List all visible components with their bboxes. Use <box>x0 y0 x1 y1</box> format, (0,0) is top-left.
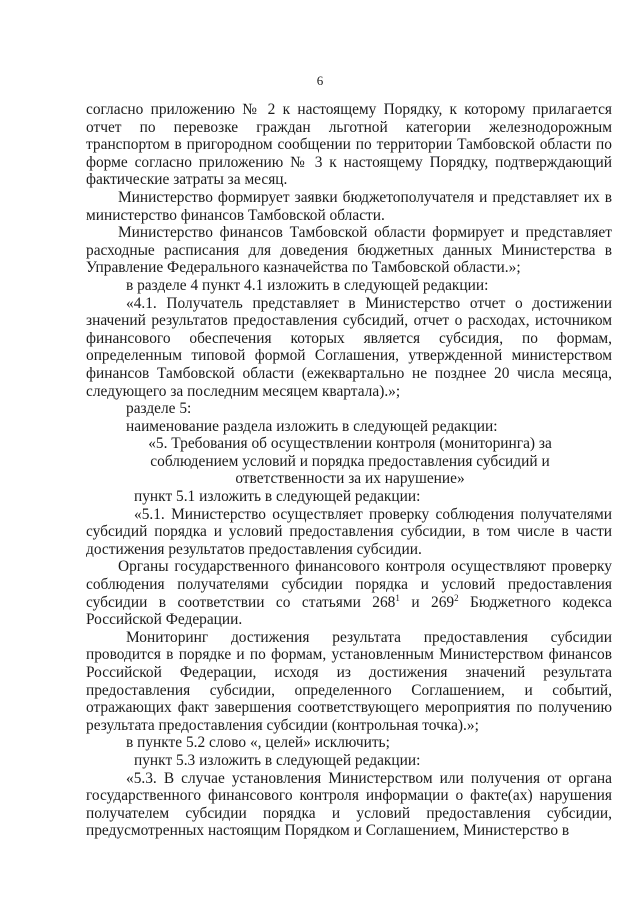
paragraph: в пункте 5.2 слово «, целей» исключить; <box>126 734 390 752</box>
paragraph: разделе 5: <box>126 400 192 418</box>
superscript: 2 <box>454 592 459 603</box>
superscript: 1 <box>395 592 400 603</box>
paragraph: Мониторинг достижения результата предоставления субсидии проводится в порядке и по формам, установленным Министерством финансов Российской Федерации, исходя из достижения значений результата предоставления субсидии, определенного Соглашением, и событий, отражающих факт завершения соответствующего мероприятия по получению результата предоставления субсидии (контрольная точка).»; <box>86 628 612 734</box>
paragraph: наименование раздела изложить в следующей редакции: <box>126 417 498 435</box>
paragraph: пункт 5.3 изложить в следующей редакции: <box>134 751 421 769</box>
paragraph-text: Органы государственного финансового контроля осуществляют проверку соблюдения получателями субсидии порядка и условий предоставления субсидии в соответствии со статьями 268 <box>86 558 612 611</box>
paragraph: Министерство финансов Тамбовской области формирует и представляет расходные расписания для доведения бюджетных данных Министерства в Управление Федерального казначейства по Тамбовской области.»; <box>86 224 612 277</box>
paragraph: «4.1. Получатель представляет в Министерство отчет о достижении значений результатов предоставления субсидий, отчет о расходах, источником финансового обеспечения которых является субсидия, по формам, определенным типовой формой Соглашения, утвержденной министерством финансов Тамбовской области (ежеквартально не позднее 20 числа месяца, следующего за последним месяцем квартала).»; <box>86 294 612 400</box>
paragraph: согласно приложению № 2 к настоящему Порядку, к которому прилагается отчет по перевозке граждан льготной категории железнодорожным транспортом в пригородном сообщении по территории Тамбовской области по форме согласно приложению № 3 к настоящему Порядку, подтверждающий фактические затраты за месяц. <box>86 101 612 189</box>
page-number: 6 <box>316 73 324 88</box>
paragraph-text: и 269 <box>399 593 455 611</box>
paragraph: пункт 5.1 изложить в следующей редакции: <box>134 488 421 506</box>
paragraph: «5.1. Министерство осуществляет проверку соблюдения получателями субсидий порядка и условий предоставления субсидии, в том числе в части достижения результатов предоставления субсидии. <box>86 505 612 558</box>
section-heading: «5. Требования об осуществлении контроля (мониторинга) за соблюдением условий и порядка предоставления субсидий и ответственности за их нарушение» <box>148 435 552 488</box>
paragraph: «5.3. В случае установления Министерством или получения от органа государственного финансового контроля информации о факте(ах) нарушения получателем субсидии порядка и условий предоставления субсидии, предусмотренных настоящим Порядком и Соглашением, Министерство в <box>86 769 612 840</box>
paragraph-text: Бюджетного кодекса Российской Федерации. <box>86 593 612 629</box>
paragraph: Министерство формирует заявки бюджетополучателя и представляет их в министерство финансов Тамбовской области. <box>86 188 612 224</box>
paragraph <box>86 558 612 628</box>
document-body <box>86 101 612 840</box>
paragraph: в разделе 4 пункт 4.1 изложить в следующей редакции: <box>126 276 489 294</box>
